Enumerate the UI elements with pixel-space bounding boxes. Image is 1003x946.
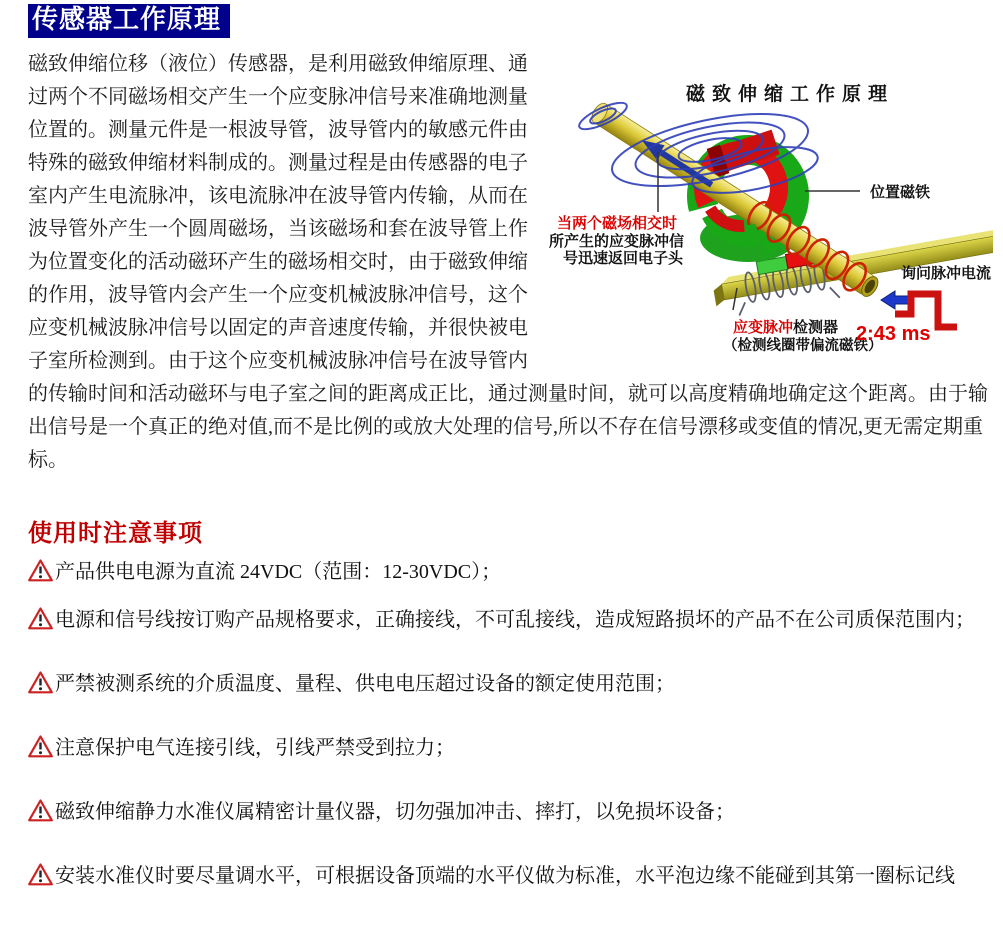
warning-triangle-icon [28,735,53,758]
precaution-item [28,606,993,634]
precaution-item [28,734,993,762]
warning-triangle-icon [28,559,53,582]
warning-triangle-icon [28,799,53,822]
intro-paragraph [28,48,993,477]
magnetostriction-diagram-svg [543,48,993,373]
label-detector: 应变脉冲检测器 [733,318,839,336]
precaution-item [28,670,993,698]
precaution-item [28,862,993,890]
label-time-value: 2:43 ms [856,322,931,345]
precaution-text: 产品供电电源为直流 24VDC（范围：12-30VDC）； [55,560,502,583]
precaution-text: 严禁被测系统的介质温度、量程、供电电压超过设备的额定使用范围； [55,672,675,695]
pulse-direction-arrow-icon [881,291,911,309]
page-title: 传感器工作原理 [28,4,230,38]
precaution-item [28,798,993,826]
label-fields-cross: 当两个磁场相交时 [557,214,678,232]
warning-triangle-icon [28,607,53,630]
precautions-heading: 使用时注意事项 [28,520,203,547]
working-principle-diagram [543,48,993,373]
label-pulse-return-2: 号迅速返回电子头 [563,249,684,267]
label-pulse-return-1: 所产生的应变脉冲信 [549,232,685,250]
label-interrogation-pulse: 询问脉冲电流 [901,264,992,282]
waveguide-tube [587,97,884,302]
warning-triangle-icon [28,671,53,694]
precaution-text: 注意保护电气连接引线，引线严禁受到拉力； [55,736,455,759]
precautions-list [28,558,993,890]
diagram-title: 磁致伸缩工作原理 [685,83,895,105]
label-detector-sub: （检测线圈带偏流磁铁） [723,337,883,354]
intro-text: 磁致伸缩位移（液位）传感器，是利用磁致伸缩原理、通过两个不同磁场相交产生一个应变脉冲信号来准确地测量位置的。测量元件是一根波导管，波导管内的敏感元件由特殊的磁致伸缩材料制成的。测量过程是由传感器的电子室内产生电流脉冲，该电流脉冲在波导管内传输，从而在波导管外产生一个圆周磁场，当该磁场和套在波导管上作为位置变化的活动磁环产生的磁场相交时，由于磁致伸缩的作用，波导管内会产生一个应变机械波脉冲信号，这个应变机械波脉冲信号以固定的声音速度传输，并很快被电子室所检测到。由于这个应变机械波脉冲信号在波导管内的传输时间和活动磁环与电子室之间的距离成正比，通过测量时间，就可以高度精确地确定这个距离。由于输出信号是一个真正的绝对值,而不是比例的或放大处理的信号,所以不存在信号漂移或变值的情况,更无需定期重标。 [28,52,988,471]
precaution-text: 电源和信号线按订购产品规格要求，正确接线，不可乱接线，造成短路损坏的产品不在公司质保范围内； [55,608,975,631]
precaution-text: 磁致伸缩静力水准仪属精密计量仪器，切勿强加冲击、摔打，以免损坏设备； [55,800,735,823]
warning-triangle-icon [28,863,53,886]
label-position-magnet: 位置磁铁 [870,183,931,201]
precaution-text: 安装水准仪时要尽量调水平，可根据设备顶端的水平仪做为标准，水平泡边缘不能碰到其第一圈标记线 [55,864,955,887]
precaution-item [28,558,993,586]
